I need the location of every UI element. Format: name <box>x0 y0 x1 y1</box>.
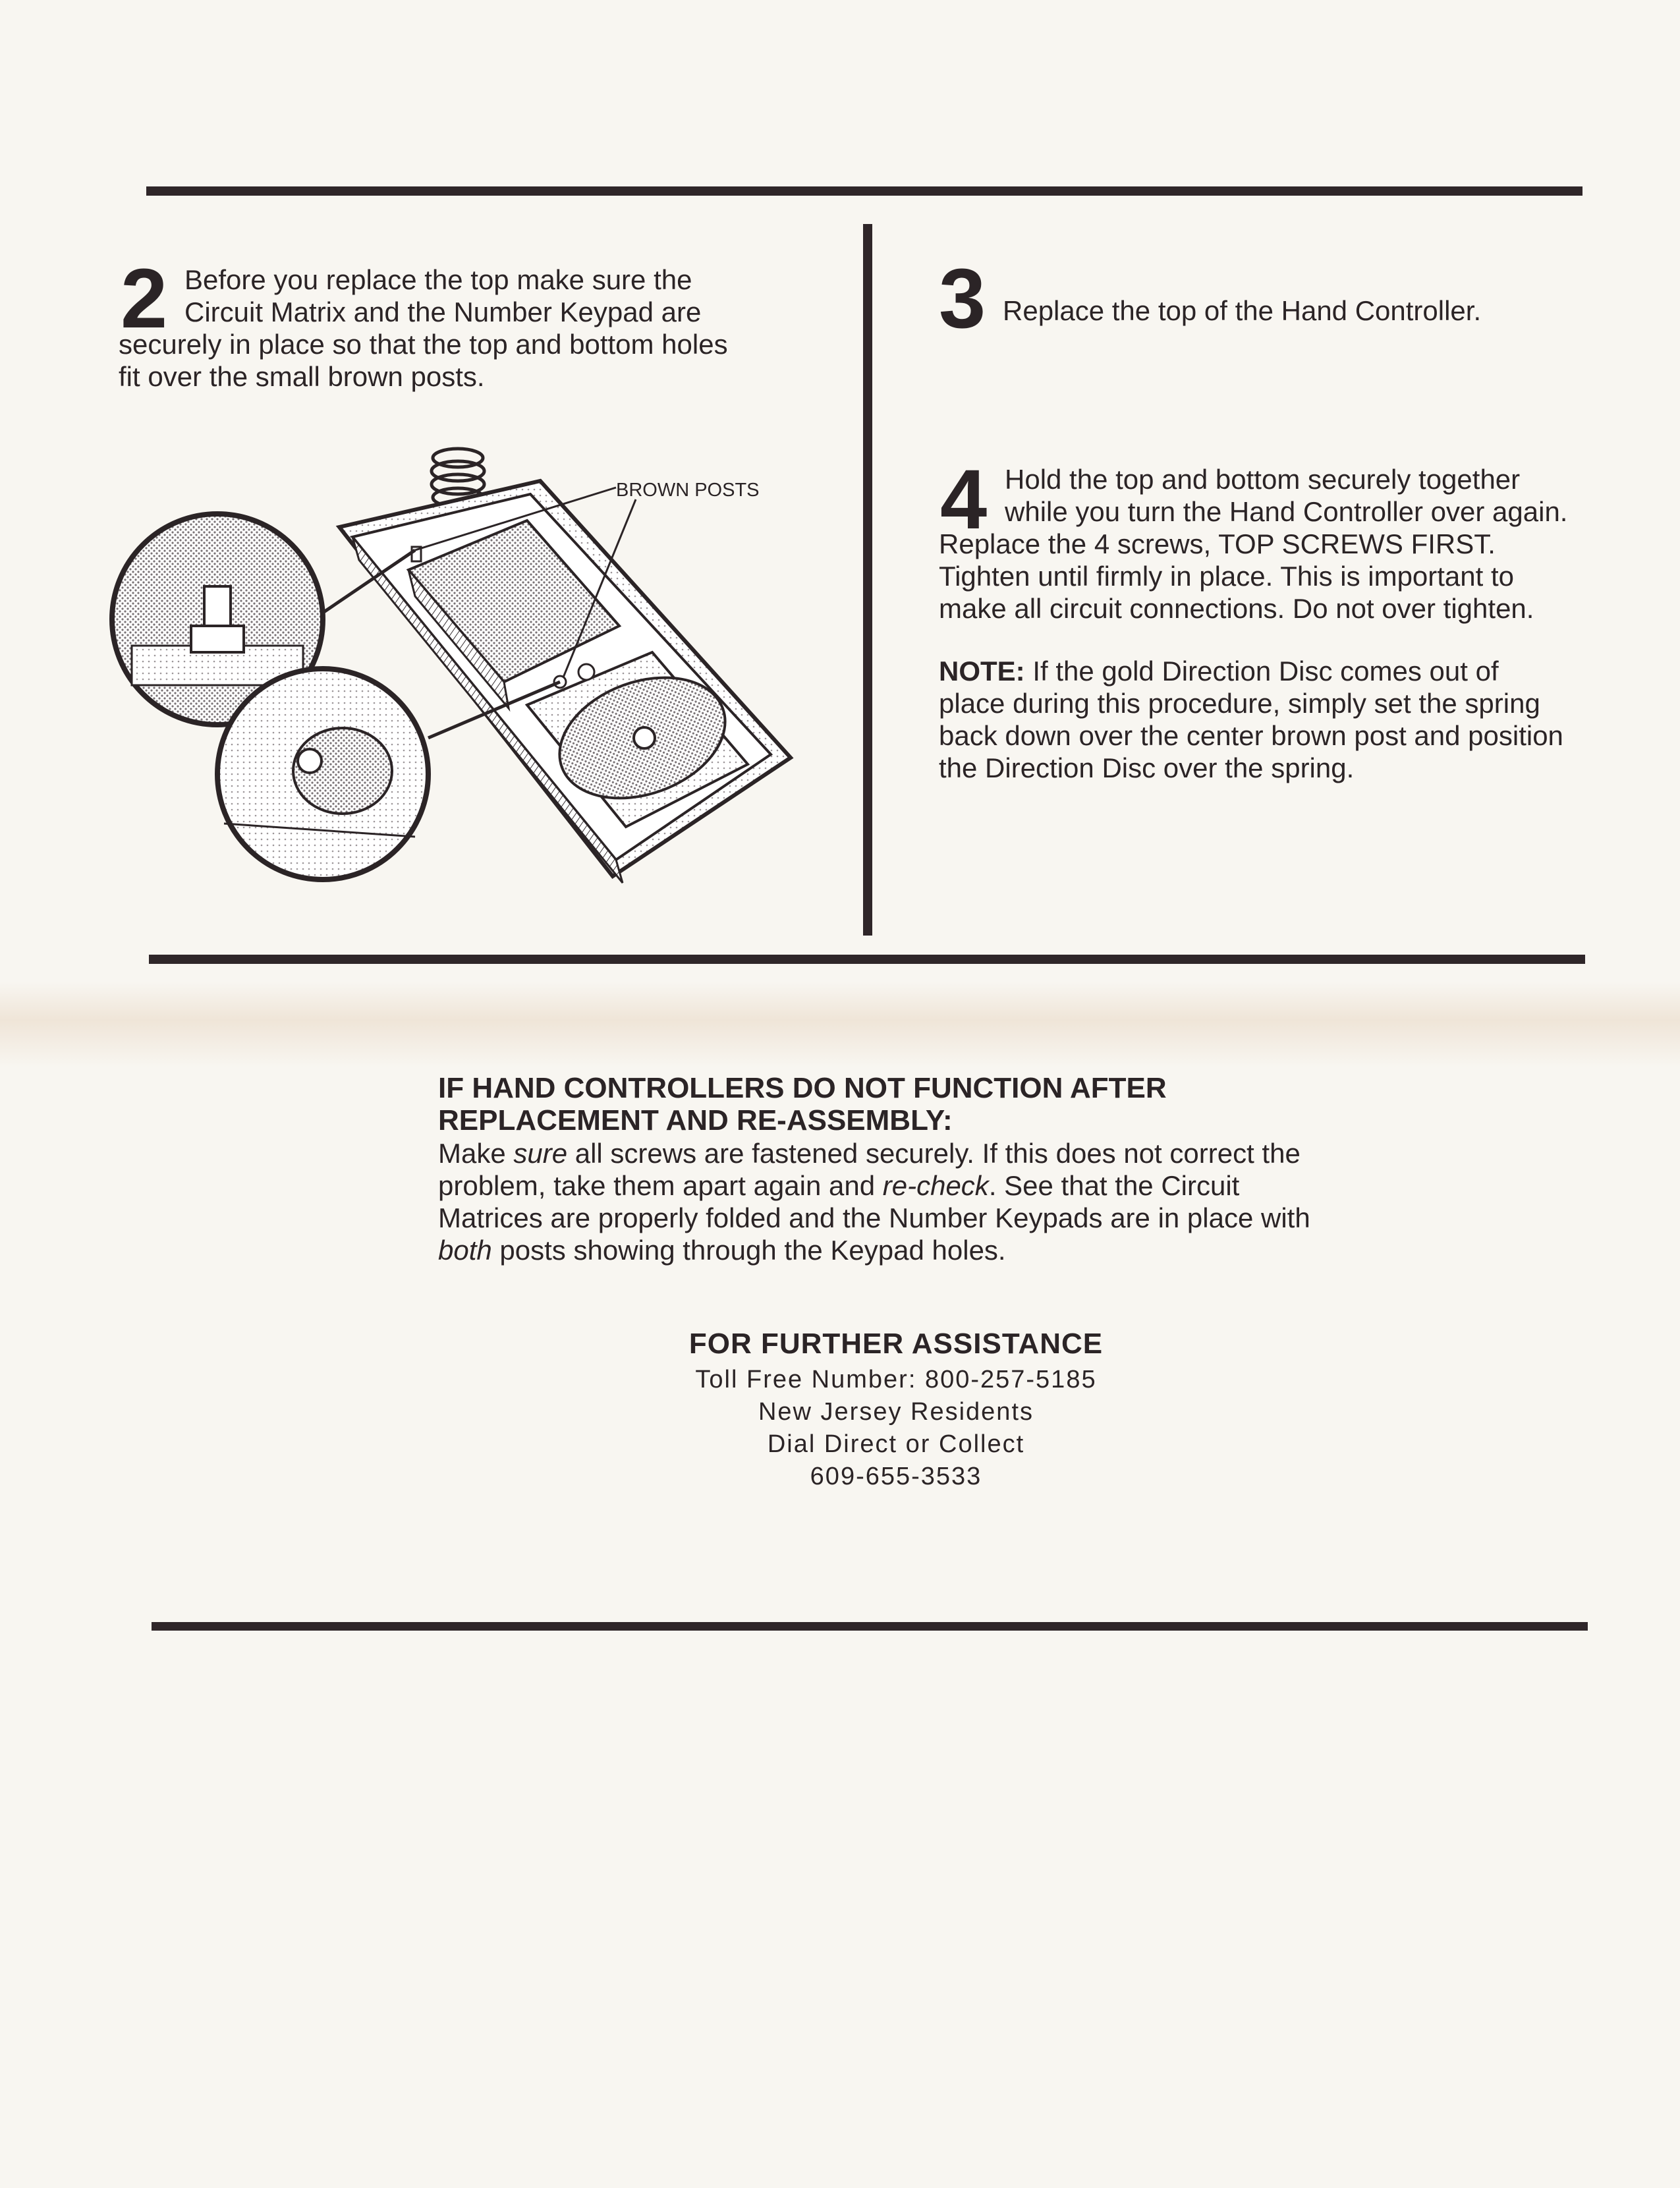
assistance-block <box>567 1324 1225 1493</box>
hand-controller-illustration <box>105 428 830 903</box>
step-2-line-2: Circuit Matrix and the Number Keypad are <box>184 296 702 327</box>
brown-posts-label: BROWN POSTS <box>616 480 760 501</box>
troubleshoot-heading-line-1: IF HAND CONTROLLERS DO NOT FUNCTION AFTER <box>438 1072 1167 1104</box>
dial-direct: Dial Direct or Collect <box>767 1430 1025 1458</box>
step-2-line-1: Before you replace the top make sure the <box>184 264 692 295</box>
toll-free-number: Toll Free Number: 800-257-5185 <box>695 1366 1097 1393</box>
step-3-text: Replace the top of the Hand Controller. <box>1003 295 1482 326</box>
step-2-text <box>119 264 843 393</box>
troubleshoot-line-4: both posts showing through the Keypad holes. <box>438 1235 1006 1266</box>
step-4-line-4: Tighten until firmly in place. This is important to <box>939 561 1515 592</box>
note-line-2: place during this procedure, simply set the spring <box>939 688 1540 719</box>
paper-fold-crease <box>0 982 1680 1067</box>
nj-phone-number: 609-655-3533 <box>810 1463 982 1490</box>
nj-residents: New Jersey Residents <box>758 1398 1034 1426</box>
note-line-4: the Direction Disc over the spring. <box>939 752 1355 783</box>
column-divider <box>863 224 872 936</box>
bottom-divider <box>152 1622 1588 1631</box>
step-2-number: 2 <box>121 252 168 346</box>
troubleshoot-line-1: Make sure all screws are fastened securely. If this does not correct the <box>438 1138 1301 1169</box>
step-4-text <box>939 463 1664 625</box>
troubleshoot-heading <box>438 1072 1167 1136</box>
troubleshoot-line-2: problem, take them apart again and re-check. See that the Circuit <box>438 1170 1240 1201</box>
troubleshoot-body <box>438 1137 1426 1266</box>
top-divider <box>146 186 1582 196</box>
note-label: NOTE: <box>939 656 1025 687</box>
assistance-title: FOR FURTHER ASSISTANCE <box>688 1328 1104 1360</box>
step-4-number: 4 <box>940 453 988 547</box>
step-3-number: 3 <box>939 252 986 346</box>
troubleshoot-line-3: Matrices are properly folded and the Number Keypads are in place with <box>438 1202 1310 1233</box>
step-2-line-4: fit over the small brown posts. <box>119 361 485 392</box>
step-2-line-3: securely in place so that the top and bottom holes <box>119 329 728 360</box>
middle-divider <box>149 955 1585 964</box>
step-4-line-5: make all circuit connections. Do not over tighten. <box>939 593 1534 624</box>
step-4-line-3: Replace the 4 screws, TOP SCREWS FIRST. <box>939 528 1496 559</box>
step-4-line-1: Hold the top and bottom securely together <box>1005 464 1521 495</box>
note-line-3: back down over the center brown post and position <box>939 720 1563 751</box>
note-text <box>939 655 1664 784</box>
troubleshoot-heading-line-2: REPLACEMENT AND RE-ASSEMBLY: <box>438 1104 953 1136</box>
step-4-line-2: while you turn the Hand Controller over again. <box>1005 496 1568 527</box>
note-line-1: NOTE: If the gold Direction Disc comes out of <box>939 656 1499 687</box>
